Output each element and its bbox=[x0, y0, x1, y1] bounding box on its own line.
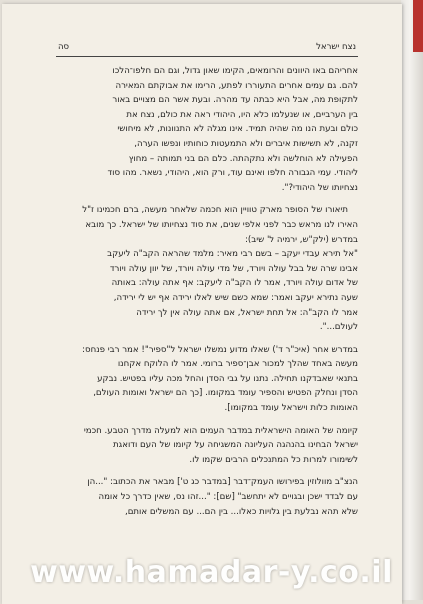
page-number: סה bbox=[58, 42, 70, 52]
text-line: ליהודי. עמי הגבורה חלפו ואינם עוד, ורק הוא, היהודי, נשאר. מהו סוד bbox=[107, 168, 358, 179]
site-watermark: www.hamadar-y.co.il bbox=[30, 555, 393, 590]
text-line: נצחיותו של היהודי?". bbox=[281, 182, 358, 193]
text-line: עם לבדד ישכן ובגויים לא יתחשב" [שם]: "...זהו נס, שאין כדרך כל אומה bbox=[98, 492, 358, 503]
quote-line: שעה נתירא יעקב ואמר: שמא כשם שיש לאלו ירידה אף יש לי ירידה, bbox=[113, 292, 358, 303]
running-head: נצח ישראל bbox=[316, 42, 356, 52]
text-line: האומות כלות וישראל עומד במקומו]. bbox=[224, 403, 358, 414]
text-line: כולם ובעת הנו מה שהיה תמיד. אינו מגלה לא התנוונות, לא מיחושי bbox=[117, 124, 358, 135]
text-line: בתנאי שאבדקנו תחילה. נתנו על גבי הסדן והחל מכה עליו בפטיש. נבקע bbox=[97, 373, 358, 384]
text-line: לתקופת מה, אבל היא כבתה עד מהרה. ובעת אשר הם מצויים באור bbox=[112, 95, 358, 106]
quote-line: "אל תירא עבדי יעקב – בשם רבי מאיר: מלמד שהראה הקב"ה ליעקב bbox=[107, 249, 358, 260]
quote-line: לעולם...". bbox=[319, 322, 358, 333]
text-line: במדרש אחר (איכ"ר ד') שאלו מדוע נמשלו ישראל ל"ספיר"! אמר רבי פנחס: bbox=[82, 344, 358, 355]
book-cover-edge bbox=[413, 0, 423, 52]
text-line: קיומה של האומה הישראלית במדבר העמים הוא למעלה מדרך הטבע. חכמי bbox=[83, 425, 358, 436]
text-line: לשימורו למרות כל המתנכלים הרבים שקמו לו. bbox=[189, 454, 358, 465]
quote-line: של אדום עולה ויורד, אמר לו הקב"ה ליעקב: אף אתה עולה: באותה bbox=[111, 278, 358, 289]
page-header bbox=[56, 42, 358, 57]
text-line: במדרש (ילק"ש, ירמיה ל' שיב): bbox=[244, 234, 358, 245]
page-body-text bbox=[56, 64, 358, 519]
text-line: הסדן ונחלק הפטיש והספיר עומד במקומו. [כך הם ישראל ואומות העולם, bbox=[93, 388, 358, 399]
quote-line: אמר לו הקב"ה: אל תחת ישראל, אם אתה עולה אין לך ירידה bbox=[136, 307, 358, 318]
text-line: אחריהם באו היוונים והרומאים, הקימו שאון גדול, וגם הם חלפו־הלכו bbox=[112, 66, 358, 76]
text-line: זקנה, לא תשישות איברים ולא התמעטות כוחותיו ונפשו הערה, bbox=[134, 138, 358, 149]
text-line: האירו לנו מראש כבר לפני אלפי שנים, את סוד נצחיותו של ישראל. כך מובא bbox=[85, 219, 358, 230]
text-line: הפעילה לא הוחלשה ולא נתקהתה. כלם הם בני תמותה – מחוץ bbox=[128, 153, 358, 164]
text-line: מעשה באחד שהלך למכור אבן־ספיר ברומי. אמר לו הלוקח אקחנו bbox=[117, 359, 358, 370]
text-line: תיאורו של הסופר מארק טוויין הוא חכמה שלאחר מעשה, ברם חכמינו ז"ל bbox=[82, 205, 348, 216]
text-line: שלא תהא נבלעת בין גלויות כאלו... בין הם... עם המשלים אותם, bbox=[124, 506, 358, 517]
quote-line: אבינו שרה של בבל עולה ויורד, של מדי עולה ויורד, של יוון עולה ויורד bbox=[109, 263, 358, 274]
text-line: להם. גם עמים אחרים התעוררו לפתע, הרימו את אבוקתם המאירה bbox=[115, 80, 358, 91]
text-line: בין הערביים, או שנעלמו כלא היו, היהודי ראה את כולם, נצח את bbox=[126, 109, 358, 120]
text-line: ישראל הבחינו בהנהגה העליונה המשגיחה על קיומו של העם ודואגת bbox=[113, 440, 358, 451]
text-line: הנצ"ב מוולוזין בפירושו העמק־דבר [במדבר כג ט'] מבאר את הכתוב: "...הן bbox=[87, 477, 358, 488]
book-edge bbox=[401, 0, 423, 600]
